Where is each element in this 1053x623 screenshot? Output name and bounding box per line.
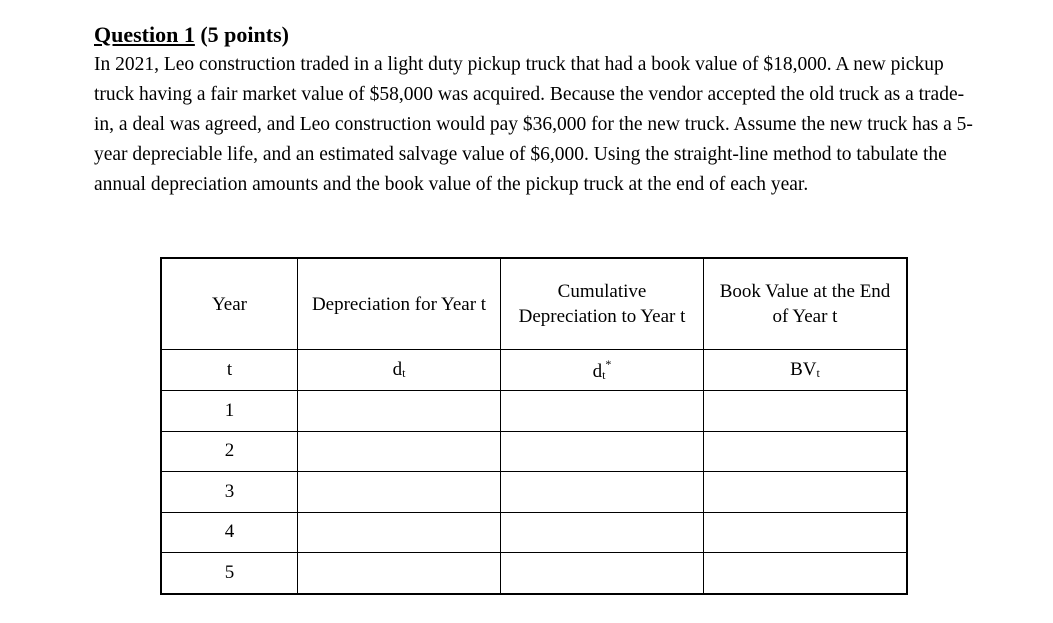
symbol-cum-sub: t <box>602 368 606 382</box>
symbol-bv-sub: t <box>816 366 820 380</box>
symbol-book-value <box>704 350 908 391</box>
cell-depreciation[interactable] <box>298 391 501 432</box>
depreciation-table <box>160 257 908 595</box>
depreciation-table-wrapper <box>160 257 908 595</box>
cell-year: 3 <box>161 472 298 513</box>
cell-depreciation[interactable] <box>298 512 501 553</box>
header-depreciation: Depreciation for Year t <box>298 258 501 350</box>
cell-depreciation[interactable] <box>298 472 501 513</box>
cell-depreciation[interactable] <box>298 553 501 594</box>
cell-cumulative[interactable] <box>501 472 704 513</box>
cell-cumulative[interactable] <box>501 431 704 472</box>
cell-year: 4 <box>161 512 298 553</box>
header-year: Year <box>161 258 298 350</box>
table-row <box>161 512 907 553</box>
symbol-cum-sup: * <box>605 357 612 371</box>
symbol-year: t <box>161 350 298 391</box>
cell-book-value[interactable] <box>704 512 908 553</box>
cell-cumulative[interactable] <box>501 553 704 594</box>
question-block <box>94 20 974 200</box>
table-row <box>161 553 907 594</box>
cell-year: 5 <box>161 553 298 594</box>
cell-cumulative[interactable] <box>501 391 704 432</box>
question-points: (5 points) <box>194 22 289 47</box>
symbol-bv-base: BV <box>790 359 817 380</box>
cell-year: 1 <box>161 391 298 432</box>
symbol-dep-base: d <box>392 359 403 380</box>
header-book-value: Book Value at the End of Year t <box>704 258 908 350</box>
table-row <box>161 431 907 472</box>
question-body: In 2021, Leo construction traded in a light duty pickup truck that had a book value of $18,000. A new pickup truck having a fair market value of $58,000 was acquired. Because the vendor accepted the old truck as a trade-in, a deal was agreed, and Leo construction would pay $36,000 for the new truck. Assume the new truck has a 5-year depreciable life, and an estimated salvage value of $6,000. Using the straight-line method to tabulate the annual depreciation amounts and the book value of the pickup truck at the end of each year. <box>94 54 973 195</box>
table-symbol-row <box>161 350 907 391</box>
header-cumulative: Cumulative Depreciation to Year t <box>501 258 704 350</box>
question-title <box>94 20 974 50</box>
cell-year: 2 <box>161 431 298 472</box>
symbol-cum-base: d <box>592 361 603 382</box>
table-header-row <box>161 258 907 350</box>
cell-book-value[interactable] <box>704 431 908 472</box>
symbol-dep-sub: t <box>402 366 406 380</box>
table-row <box>161 391 907 432</box>
symbol-depreciation <box>298 350 501 391</box>
symbol-cumulative <box>501 350 704 391</box>
table-row <box>161 472 907 513</box>
cell-depreciation[interactable] <box>298 431 501 472</box>
cell-book-value[interactable] <box>704 472 908 513</box>
cell-cumulative[interactable] <box>501 512 704 553</box>
cell-book-value[interactable] <box>704 391 908 432</box>
question-number: Question 1 <box>94 22 195 47</box>
cell-book-value[interactable] <box>704 553 908 594</box>
